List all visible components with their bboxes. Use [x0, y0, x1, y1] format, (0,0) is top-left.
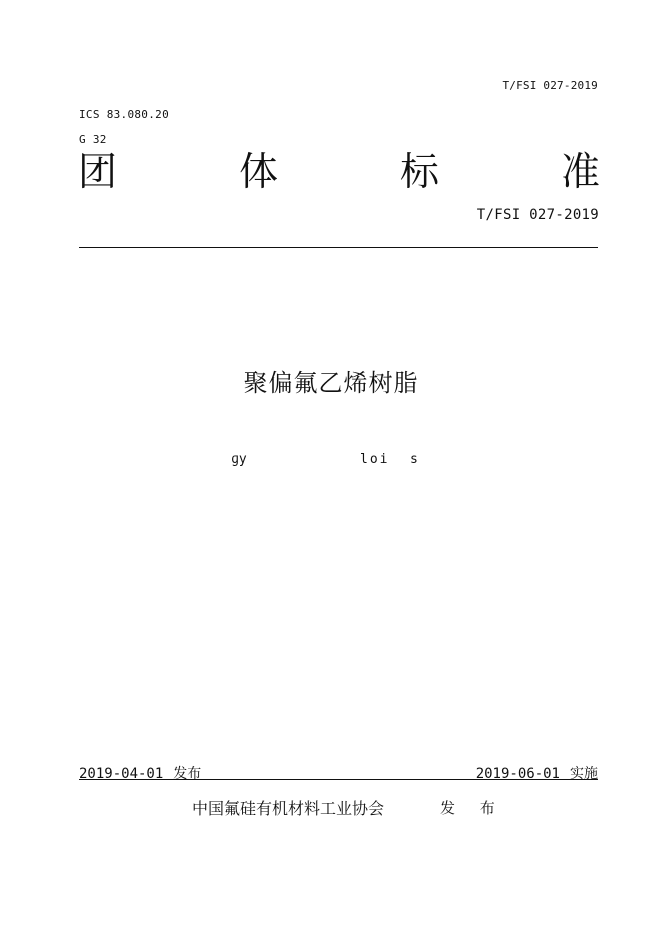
effective-date: 2019-06-01 [475, 766, 560, 782]
title-char-1: 团 [78, 150, 118, 195]
issued-label: 发 布 [440, 799, 505, 817]
standard-code-top: T/FSI 027-2019 [502, 79, 598, 92]
top-divider [79, 247, 598, 248]
title-char-4: 准 [560, 150, 600, 195]
english-title-fragment-2: loi [360, 452, 390, 467]
standard-type-title [78, 150, 600, 196]
ics-code: ICS 83.080.20 [79, 108, 169, 121]
title-char-2: 体 [238, 150, 278, 195]
bottom-divider [79, 779, 598, 780]
title-char-3: 标 [399, 150, 439, 195]
issuing-organization: 中国氟硅有机材料工业协会 [192, 799, 385, 818]
publish-label: 发布 [173, 766, 202, 782]
publish-date-line [79, 763, 201, 783]
ccs-code: G 32 [79, 133, 107, 146]
effective-date-line [476, 763, 598, 783]
english-title-fragment-1: ɡy [231, 452, 247, 467]
document-title: 聚偏氟乙烯树脂 [243, 369, 419, 397]
effective-label: 实施 [570, 766, 598, 782]
publish-date: 2019-04-01 [79, 766, 164, 782]
standard-code-main: T/FSI 027-2019 [476, 207, 599, 223]
english-title-fragment-3: s [410, 452, 418, 467]
